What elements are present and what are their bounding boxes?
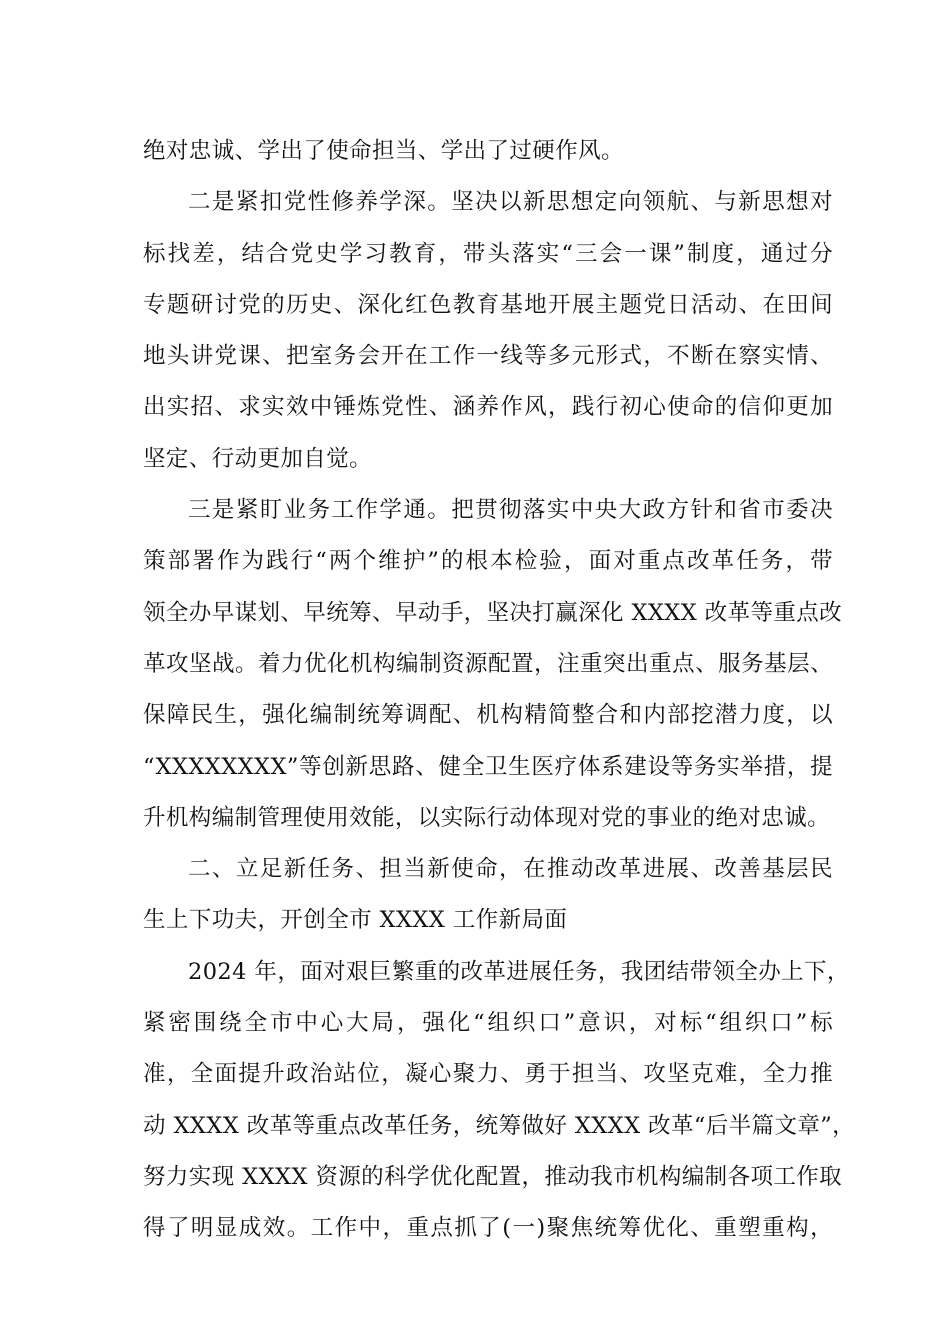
text-line: 努力实现 XXXX 资源的科学优化配置，推动我市机构编制各项工作取 [143, 1163, 843, 1190]
text-line: 策部署作为践行“两个维护”的根本检验，面对重点改革任务，带 [143, 548, 833, 575]
text-line: 动 XXXX 改革等重点改革任务，统筹做好 XXXX 改革“后半篇文章”， [143, 1112, 856, 1139]
text-line: 标找差，结合党史学习教育，带头落实“三会一课”制度，通过分 [143, 240, 833, 267]
document-body [143, 126, 856, 1255]
text-line: 生上下功夫，开创全市 XXXX 工作新局面 [143, 907, 568, 934]
text-line: 二是紧扣党性修养学深。坚决以新思想定向领航、与新思想对 [188, 189, 833, 216]
text-line: 领全办早谋划、早统筹、早动手，坚决打赢深化 XXXX 改革等重点改 [143, 599, 843, 626]
text-line: 准，全面提升政治站位，凝心聚力、勇于担当、攻坚克难，全力推 [143, 1061, 833, 1088]
text-line: 二、立足新任务、担当新使命，在推动改革进展、改善基层民 [188, 856, 833, 883]
text-line: 绝对忠诚、学出了使命担当、学出了过硬作风。 [143, 138, 624, 164]
text-line: 革攻坚战。着力优化机构编制资源配置，注重突出重点、服务基层、 [143, 650, 833, 677]
text-line: 专题研讨党的历史、深化红色教育基地开展主题党日活动、在田间 [143, 291, 833, 318]
text-line: “XXXXXXXX”等创新思路、健全卫生医疗体系建设等务实举措，提 [143, 753, 833, 780]
text-line: 紧密围绕全市中心大局，强化“组织口”意识，对标“组织口”标 [143, 1010, 833, 1037]
text-line: 三是紧盯业务工作学通。把贯彻落实中央大政方针和省市委决 [188, 497, 833, 524]
text-line: 坚定、行动更加自觉。 [143, 445, 373, 472]
text-line: 保障民生，强化编制统筹调配、机构精简整合和内部挖潜力度，以 [143, 702, 833, 729]
text-line: 得了明显成效。工作中，重点抓了(一)聚焦统筹优化、重塑重构， [143, 1215, 833, 1242]
text-line: 升机构编制管理使用效能，以实际行动体现对党的事业的绝对忠诚。 [143, 804, 831, 831]
text-line: 地头讲党课、把室务会开在工作一线等多元形式，不断在察实情、 [143, 343, 833, 370]
text-line: 2024 年，面对艰巨繁重的改革进展任务，我团结带领全办上下， [188, 958, 850, 985]
text-line: 出实招、求实效中锤炼党性、涵养作风，践行初心使命的信仰更加 [143, 394, 833, 421]
